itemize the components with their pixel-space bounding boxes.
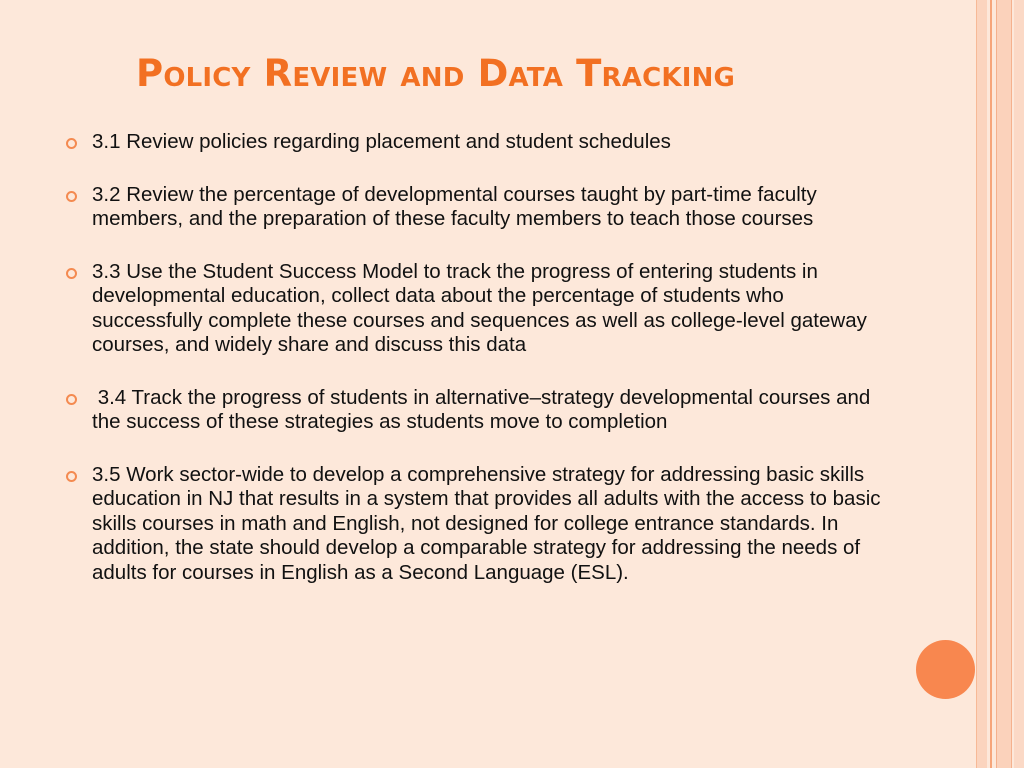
ring-bullet-icon (66, 268, 77, 279)
decorative-circle (916, 640, 975, 699)
ring-bullet-icon (66, 138, 77, 149)
stripe (976, 0, 987, 768)
stripe (996, 0, 1012, 768)
ring-bullet-icon (66, 191, 77, 202)
ring-bullet-icon (66, 394, 77, 405)
bullet-text: 3.5 Work sector-wide to develop a comprehensive strategy for addressing basic skills education in NJ that results in a system that provides all adults with the access to basic skills courses in math and English, not designed for college entrance standards. In addition, the state should develop a comparable strategy for addressing the needs of adults for courses in English as a Second Language (ESL). (92, 462, 881, 584)
list-item (64, 130, 884, 155)
list-item (64, 463, 884, 586)
stripe (990, 0, 992, 768)
bullet-text: 3.1 Review policies regarding placement and student schedules (92, 130, 671, 153)
bullet-list (64, 130, 884, 613)
slide-title: Policy Review and Data Tracking (136, 52, 736, 95)
bullet-text: 3.3 Use the Student Success Model to track the progress of entering students in developmental education, collect data about the percentage of students who successfully complete these courses and sequences as well as college-level gateway courses, and widely share and discuss this data (92, 259, 867, 356)
list-item (64, 183, 884, 232)
list-item (64, 386, 884, 435)
bullet-text: 3.4 Track the progress of students in alternative–strategy developmental courses and the success of these strategies as students move to completion (92, 385, 877, 433)
list-item (64, 260, 884, 358)
stripe (1014, 0, 1024, 768)
bullet-text: 3.2 Review the percentage of developmental courses taught by part-time faculty members, and the preparation of these faculty members to teach those courses (92, 182, 817, 230)
decorative-stripes (976, 0, 1024, 768)
ring-bullet-icon (66, 471, 77, 482)
